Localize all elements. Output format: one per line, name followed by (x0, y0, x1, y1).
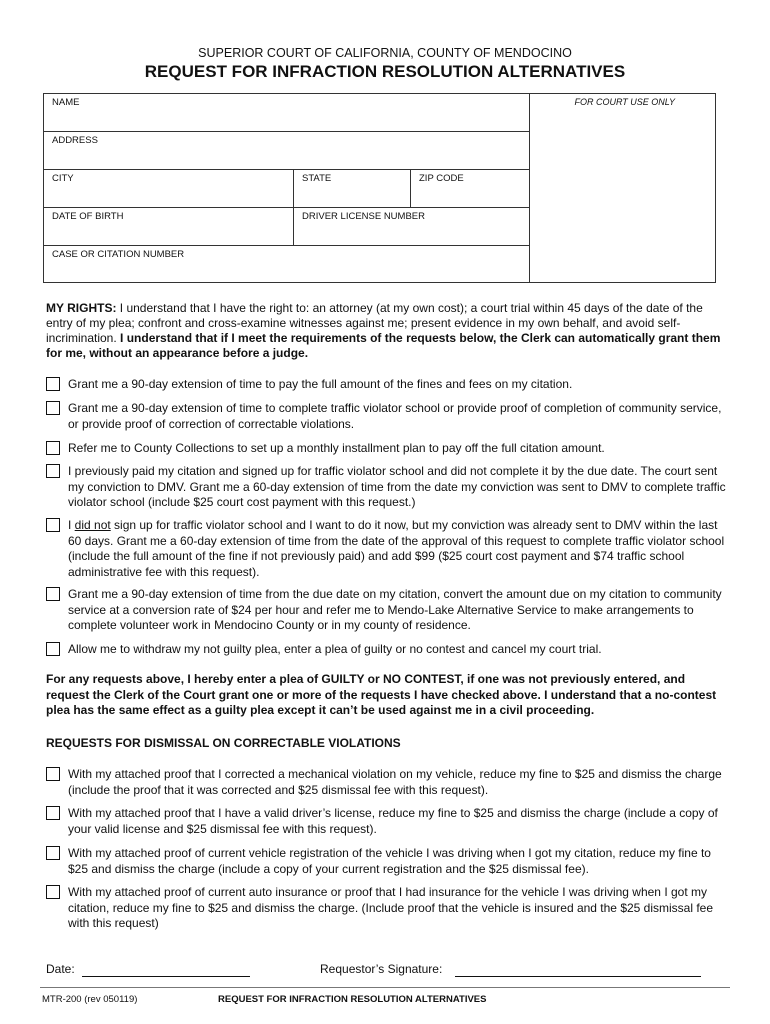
signature-label: Requestor’s Signature: (320, 962, 443, 976)
checkbox[interactable] (46, 806, 60, 820)
request-text: Allow me to withdraw my not guilty plea, enter a plea of guilty or no contest and cancel my court trial. (68, 642, 602, 656)
dismissal-text: With my attached proof of current auto insurance or proof that I had insurance for the vehicle I was driving when I got my citation, reduce my fine to $25 and dismiss the charge. (Include proof that the vehicle is insured and the $25 dismissal fee with this request) (68, 885, 714, 930)
license-label: DRIVER LICENSE NUMBER (302, 211, 425, 222)
request-option (46, 642, 726, 658)
dismissal-option (46, 846, 726, 877)
rights-text: I understand that I have the right to: an attorney (at my own cost); a court trial within 45 days of the date of the entry of my plea; confront and cross-examine witnesses against me; present evidence in my own behalf, and avoid self-incrimination. (46, 301, 703, 345)
rights-label: MY RIGHTS: (46, 301, 117, 315)
checkbox[interactable] (46, 518, 60, 532)
name-field[interactable] (44, 94, 530, 132)
address-field[interactable] (44, 132, 530, 170)
license-field[interactable] (294, 208, 530, 246)
footer-divider (40, 987, 730, 988)
checkbox[interactable] (46, 464, 60, 478)
request-option (46, 401, 726, 432)
request-text: Refer me to County Collections to set up a monthly installment plan to pay off the full citation amount. (68, 441, 605, 455)
state-label: STATE (302, 173, 332, 184)
zip-label: ZIP CODE (419, 173, 464, 184)
address-label: ADDRESS (52, 135, 98, 146)
checkbox[interactable] (46, 441, 60, 455)
name-label: NAME (52, 97, 80, 108)
city-field[interactable] (44, 170, 294, 208)
city-label: CITY (52, 173, 74, 184)
request-text-underlined: did not (74, 518, 111, 532)
checkbox[interactable] (46, 846, 60, 860)
request-option (46, 377, 726, 393)
request-option (46, 464, 726, 511)
request-text-post: sign up for traffic violator school and I want to do it now, but my conviction was already sent to DMV within the last 60 days. Grant me a 60-day extension of time from the date of the approval of this request to complete traffic violator school (include the full amount of the fine if not previously paid) and add $99 ($25 court cost payment and $74 traffic school administrative fee with this request). (68, 518, 725, 579)
court-name: SUPERIOR COURT OF CALIFORNIA, COUNTY OF MENDOCINO (198, 46, 572, 60)
form-id: MTR-200 (rev 050119) (42, 994, 138, 1005)
request-text: Grant me a 90-day extension of time to complete traffic violator school or provide proof of completion of community service, or provide proof of correction of correctable violations. (68, 401, 722, 431)
date-label: Date: (46, 962, 75, 976)
request-option (46, 518, 726, 580)
signature-line[interactable] (455, 976, 701, 977)
checkbox[interactable] (46, 401, 60, 415)
court-use-label: FOR COURT USE ONLY (574, 97, 675, 107)
dob-field[interactable] (44, 208, 294, 246)
court-use-box (529, 93, 716, 283)
rights-statement (46, 301, 726, 361)
request-option (46, 587, 726, 634)
dismissal-option (46, 767, 726, 798)
case-number-label: CASE OR CITATION NUMBER (52, 249, 185, 260)
dob-label: DATE OF BIRTH (52, 211, 124, 222)
applicant-info-table (43, 93, 529, 283)
request-text-pre: I (68, 518, 75, 532)
dismissal-heading: REQUESTS FOR DISMISSAL ON CORRECTABLE VIOLATIONS (46, 736, 401, 750)
checkbox[interactable] (46, 642, 60, 656)
footer-title: REQUEST FOR INFRACTION RESOLUTION ALTERNATIVES (218, 994, 487, 1005)
request-text (68, 518, 726, 580)
request-text: Grant me a 90-day extension of time from the due date on my citation, convert the amount due on my citation to community service at a conversion rate of $24 per hour and refer me to Mendo-Lake Alternative Service to make arrangements to complete volunteer work in Mendocino County or in my county of residence. (68, 587, 722, 632)
case-number-field[interactable] (44, 246, 530, 282)
dismissal-option (46, 806, 726, 837)
dismissal-text: With my attached proof that I have a valid driver’s license, reduce my fine to $25 and dismiss the charge (include a copy of your valid license and $25 dismissal fee with this request). (68, 806, 718, 836)
request-option (46, 441, 726, 457)
checkbox[interactable] (46, 587, 60, 601)
checkbox[interactable] (46, 377, 60, 391)
zip-field[interactable] (411, 170, 530, 208)
checkbox[interactable] (46, 885, 60, 899)
dismissal-text: With my attached proof of current vehicle registration of the vehicle I was driving when I got my citation, reduce my fine to $25 and dismiss the charge (include a copy of your current registration and the $25 dismissal fee). (68, 846, 711, 876)
rights-bold-text: I understand that if I meet the requirements of the requests below, the Clerk can automatically grant them for me, without an appearance before a judge. (46, 331, 721, 360)
checkbox[interactable] (46, 767, 60, 781)
plea-notice: For any requests above, I hereby enter a plea of GUILTY or NO CONTEST, if one was not previously entered, and request the Clerk of the Court grant one or more of the requests I have checked above. I understand that a no-contest plea has the same effect as a guilty plea except it can’t be used against me in a civil proceeding. (46, 672, 717, 717)
request-text: Grant me a 90-day extension of time to pay the full amount of the fines and fees on my citation. (68, 377, 573, 391)
state-field[interactable] (294, 170, 411, 208)
dismissal-text: With my attached proof that I corrected a mechanical violation on my vehicle, reduce my fine to $25 and dismiss the charge (include the proof that it was corrected and $25 dismissal fee with this request). (68, 767, 722, 797)
date-line[interactable] (82, 976, 250, 977)
request-text: I previously paid my citation and signed up for traffic violator school and did not complete it by the due date. The court sent my conviction to DMV. Grant me a 60-day extension of time from the date my conviction was sent to DMV to complete traffic violator school (include $25 court cost payment with this request.) (68, 464, 726, 509)
dismissal-option (46, 885, 726, 932)
form-title: REQUEST FOR INFRACTION RESOLUTION ALTERNATIVES (144, 62, 626, 81)
